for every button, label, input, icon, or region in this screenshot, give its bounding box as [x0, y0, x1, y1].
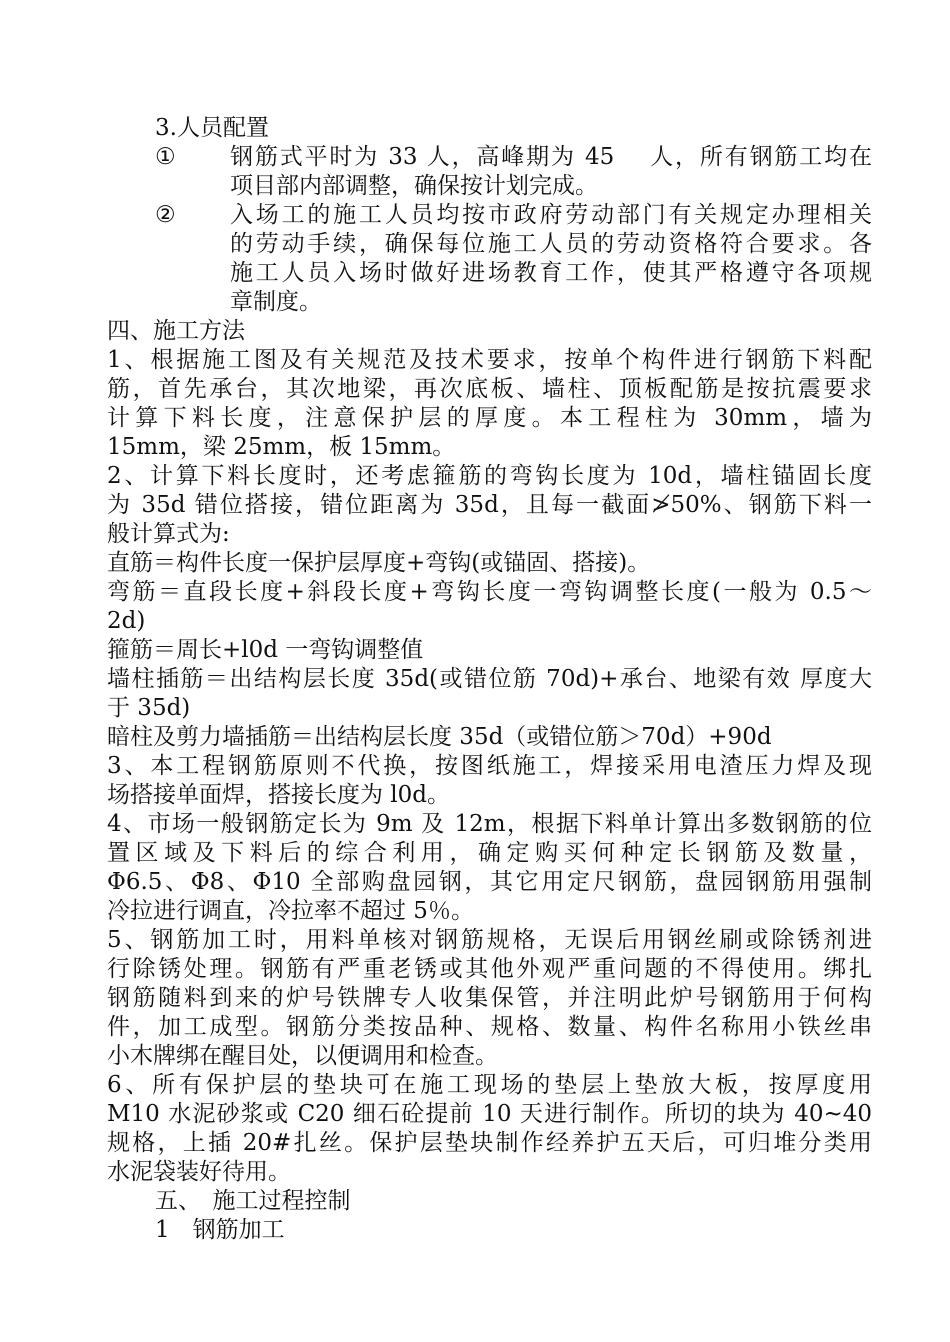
paragraph-line: 筋，首先承台，其次地梁，再次底板、墙柱、顶板配筋是按抗震要求: [107, 376, 872, 402]
paragraph-line: 15mm，梁 25mm，板 15mm。: [107, 434, 456, 460]
section-heading: 四、施工方法: [107, 318, 245, 344]
list-marker: ②: [155, 202, 176, 228]
formula-line: 墙柱插筋＝出结构层长度 35d(或错位筋 70d)+承台、地梁有效 厚度大: [107, 666, 872, 692]
paragraph-line: 小木牌绑在醒目处，以便调用和检查。: [107, 1043, 498, 1069]
list-item-line: 入场工的施工人员均按市政府劳动部门有关规定办理相关: [230, 202, 872, 228]
paragraph-line: 6、所有保护层的垫块可在施工现场的垫层上垫放大板，按厚度用: [107, 1072, 872, 1098]
paragraph-line: 场搭接单面焊，搭接长度为 l0d。: [107, 782, 451, 808]
list-marker: ①: [155, 144, 176, 170]
list-item-line: 施工人员入场时做好进场教育工作，使其严格遵守各项规: [230, 260, 872, 286]
formula-line: 直筋＝构件长度一保护层厚度+弯钩(或锚固、搭接)。: [107, 550, 651, 576]
paragraph-line: 计算下料长度，注意保护层的厚度。本工程柱为 30mm，墙为: [107, 405, 872, 431]
paragraph-line: 件，加工成型。钢筋分类按品种、规格、数量、构件名称用小铁丝串: [107, 1014, 872, 1040]
formula-line: 于 35d): [107, 695, 191, 721]
formula-line: 弯筋＝直段长度+斜段长度+弯钩长度一弯钩调整长度(一般为 0.5～: [107, 579, 872, 605]
section-heading: 3.人员配置: [155, 115, 269, 141]
paragraph-line: 水泥袋装好待用。: [107, 1159, 291, 1185]
paragraph-line: 1、根据施工图及有关规范及技术要求，按单个构件进行钢筋下料配: [107, 347, 872, 373]
section-heading: 五、 施工过程控制: [155, 1188, 351, 1214]
list-item-line: 钢筋式平时为 33 人，高峰期为 45 人，所有钢筋工均在: [230, 144, 872, 170]
paragraph-line: 为 35d 错位搭接，错位距离为 35d，且每一截面≯50%、钢筋下料一: [107, 492, 872, 518]
paragraph-line: M10 水泥砂浆或 C20 细石砼提前 10 天进行制作。所切的块为 40~40: [107, 1101, 872, 1127]
paragraph-line: 冷拉进行调直，冷拉率不超过 5％。: [107, 898, 474, 924]
paragraph-line: 规格，上插 20#扎丝。保护层垫块制作经养护五天后，可归堆分类用: [107, 1130, 872, 1156]
formula-line: 箍筋＝周长+l0d 一弯钩调整值: [107, 637, 424, 663]
paragraph-line: 般计算式为:: [107, 521, 230, 547]
subsection-heading: 1 钢筋加工: [155, 1217, 285, 1243]
list-item-line: 的劳动手续，确保每位施工人员的劳动资格符合要求。各: [230, 231, 872, 257]
paragraph-line: 4、市场一般钢筋定长为 9m 及 12m，根据下料单计算出多数钢筋的位: [107, 811, 872, 837]
formula-line: 暗柱及剪力墙插筋＝出结构层长度 35d（或错位筋＞70d）+90d: [107, 724, 772, 750]
list-item-line: 章制度。: [230, 289, 322, 315]
paragraph-line: Φ6.5、Φ8、Φ10 全部购盘园钢，其它用定尺钢筋，盘园钢筋用强制: [107, 869, 872, 895]
paragraph-line: 2、计算下料长度时，还考虑箍筋的弯钩长度为 10d，墙柱锚固长度: [107, 463, 872, 489]
paragraph-line: 行除锈处理。钢筋有严重老锈或其他外观严重问题的不得使用。绑扎: [107, 956, 872, 982]
paragraph-line: 钢筋随料到来的炉号铁牌专人收集保管，并注明此炉号钢筋用于何构: [107, 985, 872, 1011]
paragraph-line: 3、本工程钢筋原则不代换，按图纸施工，焊接采用电渣压力焊及现: [107, 753, 872, 779]
formula-line: 2d): [107, 608, 146, 634]
paragraph-line: 5、钢筋加工时，用料单核对钢筋规格，无误后用钢丝刷或除锈剂进: [107, 927, 872, 953]
paragraph-line: 置区域及下料后的综合利用，确定购买何种定长钢筋及数量，: [107, 840, 872, 866]
list-item-line: 项目部内部调整，确保按计划完成。: [230, 173, 598, 199]
